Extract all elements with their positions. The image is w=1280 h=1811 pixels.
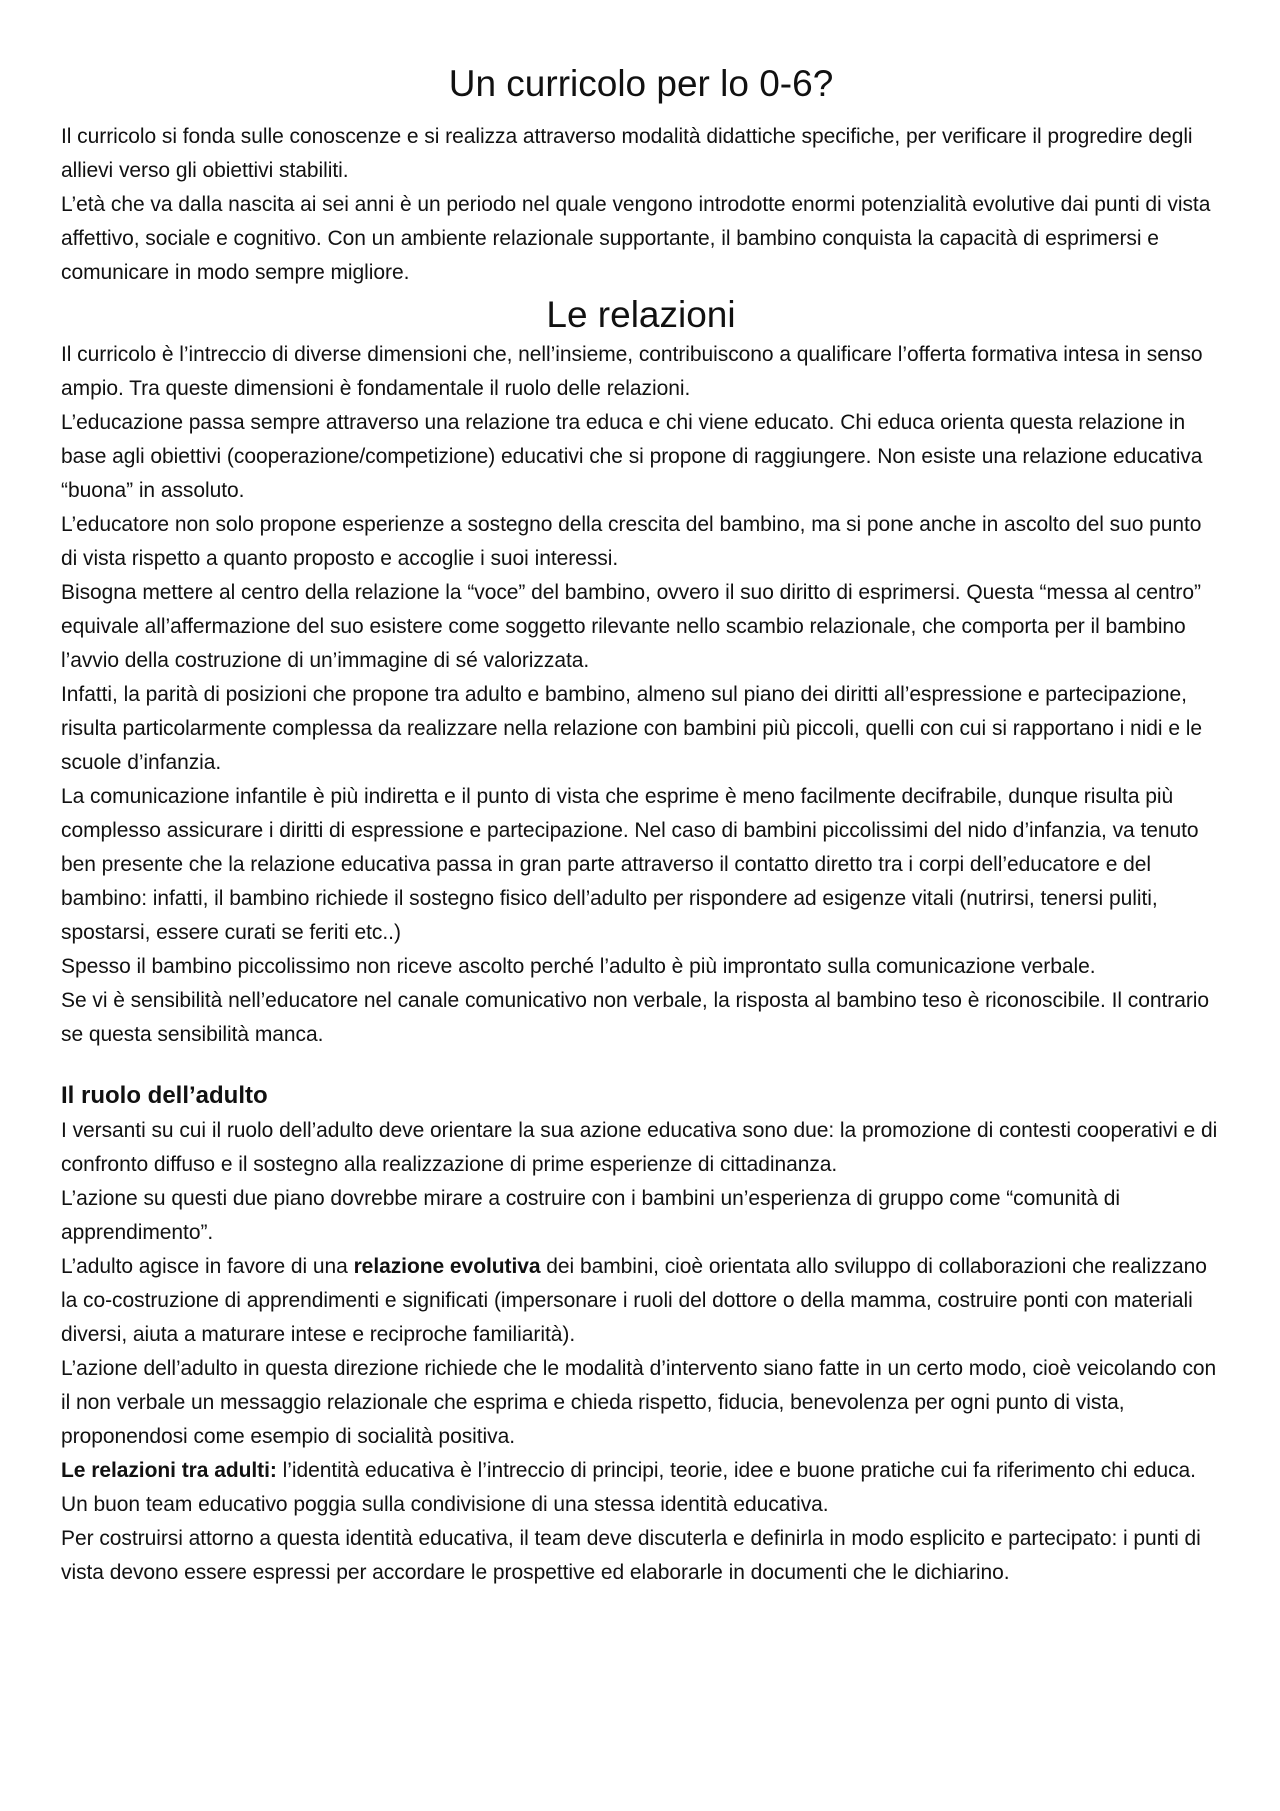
- paragraph: [61, 1454, 1221, 1522]
- bold-term-relazione-evolutiva: relazione evolutiva: [353, 1255, 541, 1278]
- text-run: l’identità educativa è l’intreccio di principi, teorie, idee e buone pratiche cui fa riferimento chi educa. Un buon team educativo poggia sulla condivisione di una stessa identità educativa.: [61, 1459, 1196, 1516]
- paragraph: Per costruirsi attorno a questa identità educativa, il team deve discuterla e definirla in modo esplicito e partecipato: i punti di vista devono essere espressi per accordare le prospettive ed elaborarle in documenti che le dichiarino.: [61, 1527, 1201, 1584]
- paragraph: L’azione su questi due piano dovrebbe mirare a costruire con i bambini un’esperienza di gruppo come “comunità di apprendimento”.: [61, 1187, 1121, 1244]
- paragraph: La comunicazione infantile è più indiretta e il punto di vista che esprime è meno facilmente decifrabile, dunque risulta più complesso assicurare i diritti di espressione e partecipazione. Nel caso di bambini piccolissimi del nido d’infanzia, va tenuto ben presente che la relazione educativa passa in gran parte attraverso il contatto diretto tra i corpi dell’educatore e del bambino: infatti, il bambino richiede il sostegno fisico dell’adulto per rispondere ad esigenze vitali (nutrirsi, tenersi puliti, spostarsi, essere curati se feriti etc..): [61, 785, 1199, 944]
- paragraph: Spesso il bambino piccolissimo non riceve ascolto perché l’adulto è più improntato sulla comunicazione verbale.: [61, 955, 1096, 978]
- text-run: dei bambini, cioè orientata allo sviluppo di collaborazioni che realizzano la co-costruzione di apprendimenti e significati (impersonare i ruoli del dottore o della mamma, costruire ponti con materiali diversi, aiuta a maturare intese e reciproche familiarità).: [61, 1255, 1207, 1346]
- paragraph: L’educatore non solo propone esperienze a sostegno della crescita del bambino, ma si pone anche in ascolto del suo punto di vista rispetto a quanto proposto e accoglie i suoi interessi.: [61, 513, 1202, 570]
- bold-label-relazioni-tra-adulti: Le relazioni tra adulti:: [61, 1459, 277, 1482]
- text-run: L’adulto agisce in favore di una: [61, 1255, 354, 1278]
- paragraph: I versanti su cui il ruolo dell’adulto deve orientare la sua azione educativa sono due: la promozione di contesti cooperativi e di confronto diffuso e il sostegno alla realizzazione di prime esperienze di cittadinanza.: [61, 1119, 1218, 1176]
- paragraph: Bisogna mettere al centro della relazione la “voce” del bambino, ovvero il suo diritto di esprimersi. Questa “messa al centro” equivale all’affermazione del suo esistere come soggetto rilevante nello scambio relazionale, che comporta per il bambino l’avvio della costruzione di un’immagine di sé valorizzata.: [61, 581, 1201, 672]
- paragraph: Infatti, la parità di posizioni che propone tra adulto e bambino, almeno sul piano dei diritti all’espressione e partecipazione, risulta particolarmente complessa da realizzare nella relazione con bambini più piccoli, quelli con cui si rapportano i nidi e le scuole d’infanzia.: [61, 683, 1202, 774]
- paragraph: [61, 1250, 1221, 1352]
- paragraph: L’educazione passa sempre attraverso una relazione tra educa e chi viene educato. Chi educa orienta questa relazione in base agli obiettivi (cooperazione/competizione) educativi che si propone di raggiungere. Non esiste una relazione educativa “buona” in assoluto.: [61, 411, 1203, 502]
- document-page: [61, 62, 1221, 1590]
- paragraph: L’azione dell’adulto in questa direzione richiede che le modalità d’intervento siano fatte in un certo modo, cioè veicolando con il non verbale un messaggio relazionale che esprima e chieda rispetto, fiducia, benevolenza per ogni punto di vista, proponendosi come esempio di socialità positiva.: [61, 1357, 1217, 1448]
- title-curricolo: Un curricolo per lo 0-6?: [448, 63, 834, 104]
- heading-ruolo-adulto: Il ruolo dell’adulto: [61, 1082, 268, 1109]
- paragraph: Il curricolo è l’intreccio di diverse dimensioni che, nell’insieme, contribuiscono a qualificare l’offerta formativa intesa in senso ampio. Tra queste dimensioni è fondamentale il ruolo delle relazioni.: [61, 343, 1203, 400]
- title-relazioni: Le relazioni: [546, 294, 736, 335]
- paragraph: L’età che va dalla nascita ai sei anni è un periodo nel quale vengono introdotte enormi potenzialità evolutive dai punti di vista affettivo, sociale e cognitivo. Con un ambiente relazionale supportante, il bambino conquista la capacità di esprimersi e comunicare in modo sempre migliore.: [61, 193, 1211, 284]
- paragraph: Se vi è sensibilità nell’educatore nel canale comunicativo non verbale, la risposta al bambino teso è riconoscibile. Il contrario se questa sensibilità manca.: [61, 989, 1210, 1046]
- paragraph: Il curricolo si fonda sulle conoscenze e si realizza attraverso modalità didattiche specifiche, per verificare il progredire degli allievi verso gli obiettivi stabiliti.: [61, 125, 1193, 182]
